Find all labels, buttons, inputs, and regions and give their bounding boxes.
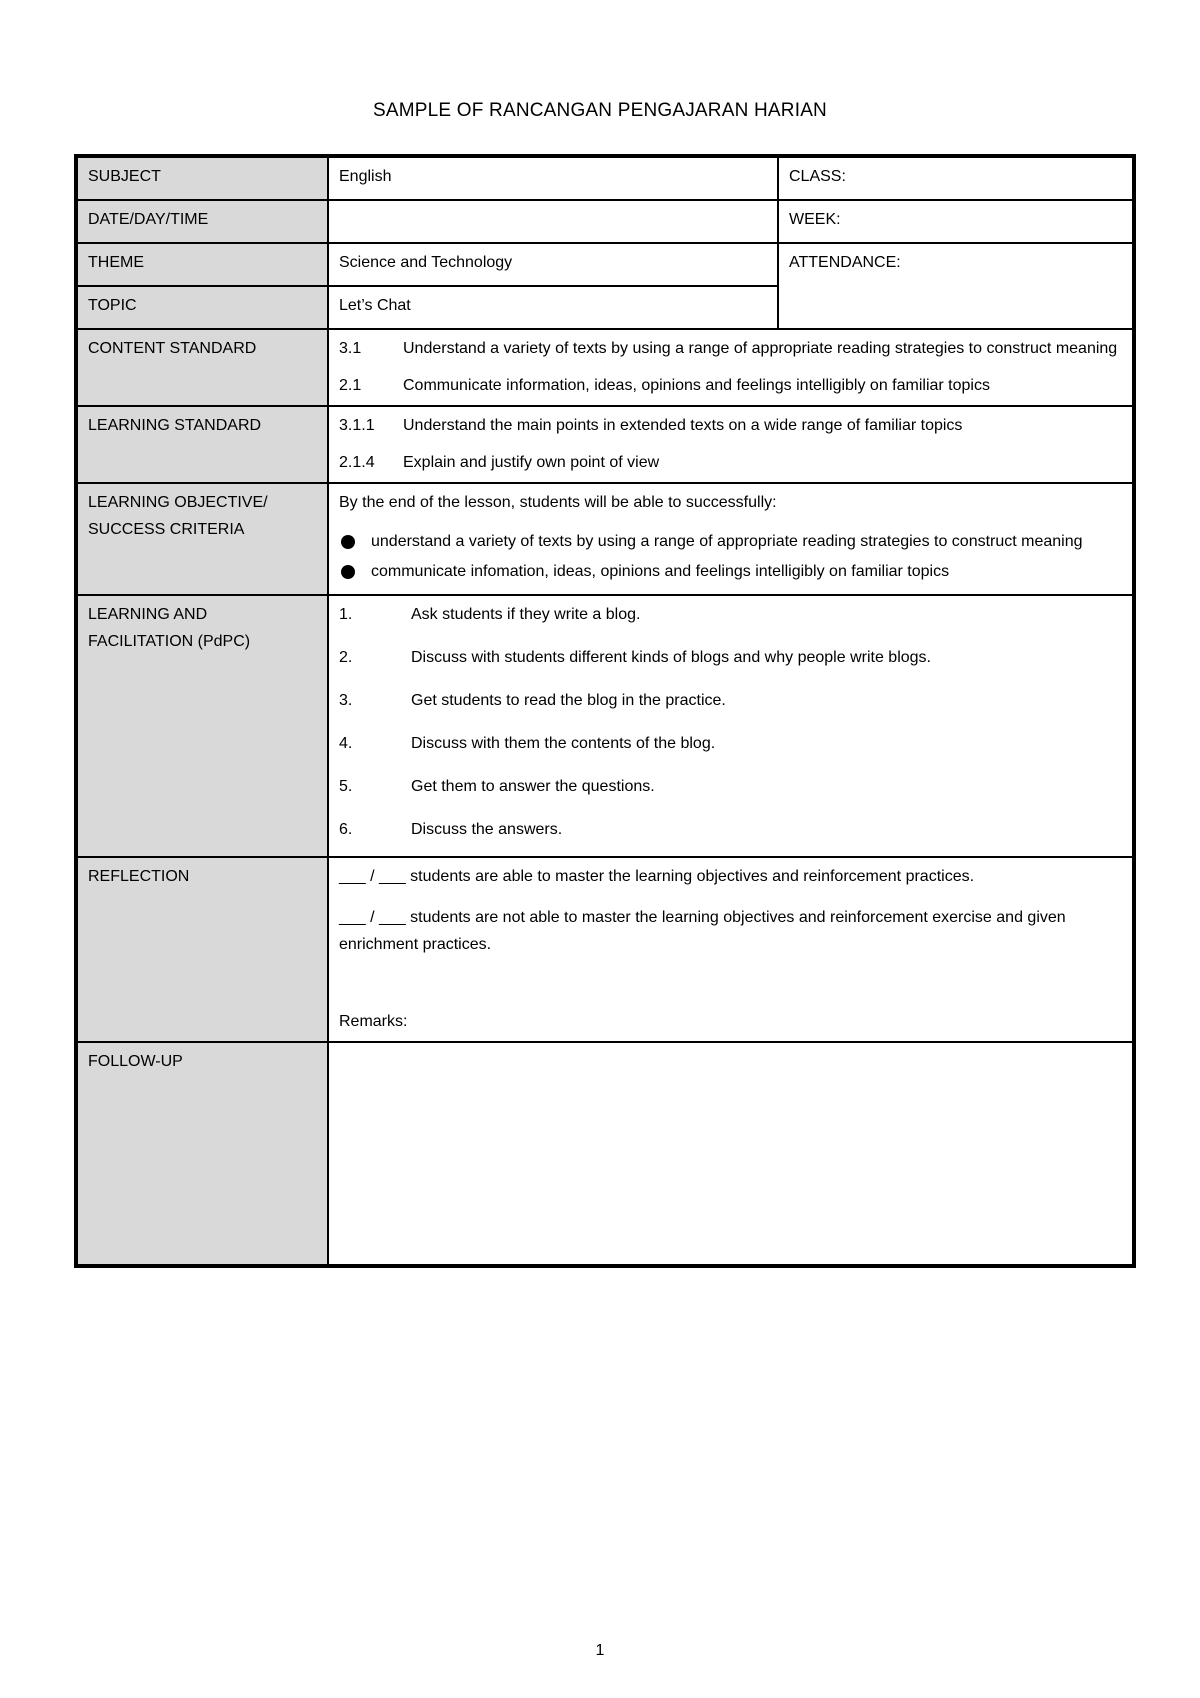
reflection-cell	[328, 857, 1134, 1042]
lesson-plan-table	[74, 154, 1136, 1268]
facilitation-step	[339, 601, 1122, 644]
date-day-time-value	[328, 200, 778, 243]
theme-value: Science and Technology	[328, 243, 778, 286]
learning-objective-label-line1: LEARNING OBJECTIVE/	[88, 494, 268, 511]
subject-label: SUBJECT	[76, 156, 328, 200]
facilitation-step	[339, 730, 1122, 773]
learning-objective-label-line2: SUCCESS CRITERIA	[88, 521, 245, 538]
week-field: WEEK:	[778, 200, 1134, 243]
step-number: 6.	[339, 821, 353, 838]
content-standard-text: Understand a variety of texts by using a range of appropriate reading strategies to construct meaning	[403, 340, 1118, 357]
step-text: Ask students if they write a blog.	[411, 606, 641, 623]
learning-standard-row	[76, 406, 1134, 483]
objective-bullet-item	[339, 528, 1122, 558]
follow-up-label: FOLLOW-UP	[76, 1042, 328, 1266]
learning-objective-intro: By the end of the lesson, students will be able to successfully:	[339, 494, 777, 511]
learning-objective-row	[76, 483, 1134, 595]
learning-standard-label: LEARNING STANDARD	[76, 406, 328, 483]
content-standard-text: Communicate information, ideas, opinions and feelings intelligibly on familiar topics	[403, 377, 990, 394]
topic-label: TOPIC	[76, 286, 328, 329]
date-day-time-label: DATE/DAY/TIME	[76, 200, 328, 243]
document-title: SAMPLE OF RANCANGAN PENGAJARAN HARIAN	[373, 100, 827, 121]
content-standard-code: 3.1	[339, 340, 362, 357]
bullet-icon	[341, 535, 355, 549]
learning-standard-cell	[328, 406, 1134, 483]
facilitation-step	[339, 816, 1122, 850]
page-number: 1	[595, 1642, 605, 1659]
step-text: Discuss the answers.	[411, 821, 563, 838]
reflection-remarks: Remarks:	[339, 1013, 408, 1030]
facilitation-step	[339, 644, 1122, 687]
attendance-field: ATTENDANCE:	[778, 243, 1134, 329]
reflection-row	[76, 857, 1134, 1042]
theme-row	[76, 243, 1134, 286]
facilitation-row	[76, 595, 1134, 857]
subject-row	[76, 156, 1134, 200]
content-standard-cell	[328, 329, 1134, 406]
reflection-line-able: ___ / ___ students are able to master the learning objectives and reinforcement practices.	[339, 868, 975, 885]
content-standard-label: CONTENT STANDARD	[76, 329, 328, 406]
objective-bullet-item	[339, 558, 1122, 588]
learning-standard-item	[339, 449, 1122, 476]
theme-label: THEME	[76, 243, 328, 286]
step-number: 3.	[339, 692, 353, 709]
date-row	[76, 200, 1134, 243]
objective-bullet-text: communicate infomation, ideas, opinions and feelings intelligibly on familiar topics	[371, 563, 950, 580]
step-text: Get them to answer the questions.	[411, 778, 655, 795]
learning-standard-text: Understand the main points in extended texts on a wide range of familiar topics	[403, 417, 963, 434]
facilitation-step	[339, 687, 1122, 730]
follow-up-row	[76, 1042, 1134, 1266]
facilitation-label-line2: FACILITATION (PdPC)	[88, 633, 251, 650]
objective-bullet-text: understand a variety of texts by using a range of appropriate reading strategies to construct meaning	[371, 533, 1083, 550]
step-number: 2.	[339, 649, 353, 666]
reflection-line-not-able: ___ / ___ students are not able to master the learning objectives and reinforcement exercise and given enrichment practices.	[339, 909, 1066, 953]
learning-standard-code: 3.1.1	[339, 417, 375, 434]
facilitation-label	[76, 595, 328, 857]
class-field: CLASS:	[778, 156, 1134, 200]
content-standard-code: 2.1	[339, 377, 362, 394]
facilitation-label-line1: LEARNING AND	[88, 606, 208, 623]
learning-objective-label	[76, 483, 328, 595]
step-text: Discuss with them the contents of the blog.	[411, 735, 716, 752]
topic-value: Let’s Chat	[328, 286, 778, 329]
facilitation-step	[339, 773, 1122, 816]
subject-value: English	[328, 156, 778, 200]
content-standard-row	[76, 329, 1134, 406]
step-text: Get students to read the blog in the practice.	[411, 692, 726, 709]
bullet-icon	[341, 565, 355, 579]
step-number: 1.	[339, 606, 353, 623]
learning-objective-cell	[328, 483, 1134, 595]
facilitation-cell	[328, 595, 1134, 857]
content-standard-item	[339, 335, 1122, 362]
learning-standard-text: Explain and justify own point of view	[403, 454, 660, 471]
step-text: Discuss with students different kinds of blogs and why people write blogs.	[411, 649, 931, 666]
learning-standard-item	[339, 412, 1122, 439]
reflection-label: REFLECTION	[76, 857, 328, 1042]
follow-up-cell	[328, 1042, 1134, 1266]
content-standard-item	[339, 372, 1122, 399]
step-number: 5.	[339, 778, 353, 795]
step-number: 4.	[339, 735, 353, 752]
learning-standard-code: 2.1.4	[339, 454, 375, 471]
